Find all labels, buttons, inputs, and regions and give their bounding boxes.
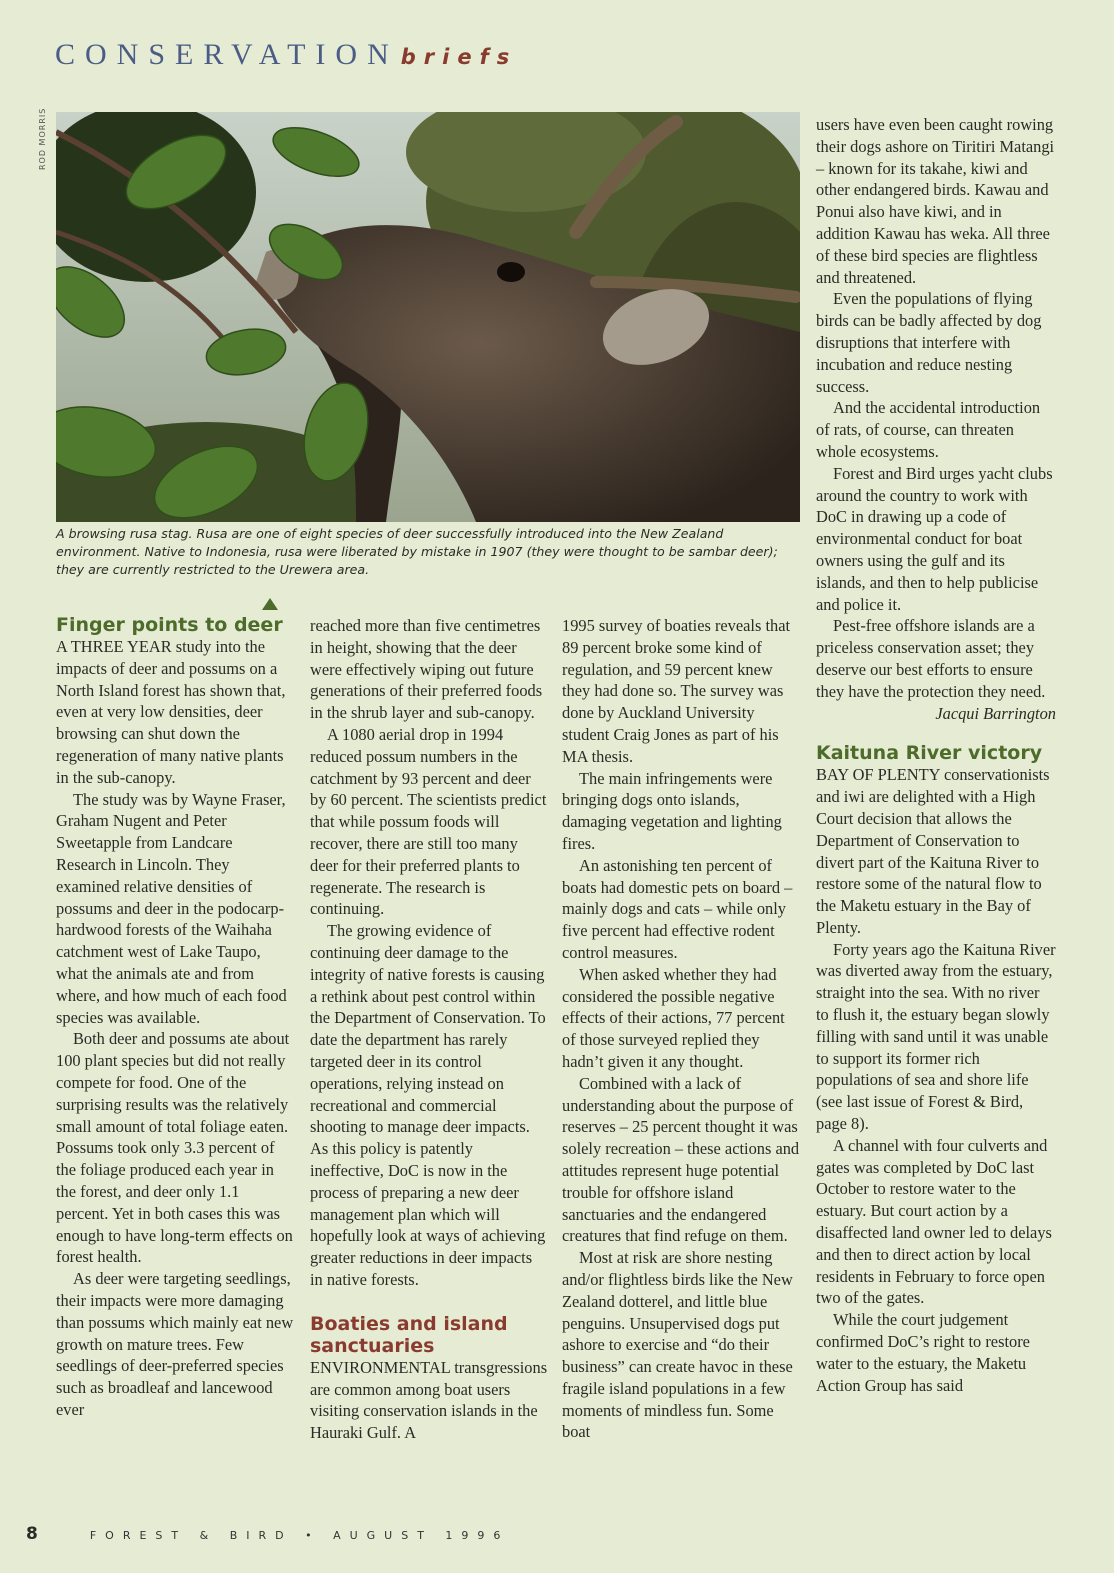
- paragraph: The main infringements were bringing dogs onto islands, damaging vegetation and lighting fires.: [562, 768, 782, 853]
- column-3: [562, 615, 800, 1443]
- photo-caption: A browsing rusa stag. Rusa are one of eight species of deer successfully introduced into the New Zealand environment. Native to Indonesia, rusa were liberated by mistake in 1907 (they were thought to be sambar deer); they are currently restricted to the Urewera area.: [56, 526, 778, 577]
- rusa-stag-illustration: [56, 112, 800, 522]
- paragraph: And the accidental introduction of rats, of course, can threaten whole ecosystems.: [816, 398, 1041, 461]
- triangle-marker-icon: [262, 598, 278, 610]
- paragraph: A 1080 aerial drop in 1994 reduced possum numbers in the catchment by 93 percent and deer by 60 percent. The scientists predict that while possum foods will recover, there are still too many deer for their preferred plants to regenerate. The research is continuing.: [310, 724, 547, 919]
- paragraph: Pest-free offshore islands are a priceless conservation asset; they deserve our best efforts to ensure they have the protection they need.: [816, 616, 1046, 701]
- paragraph: The study was by Wayne Fraser, Graham Nugent and Peter Sweetapple from Landcare Research in Lincoln. They examined relative densities of possums and deer in the podocarp-hardwood forests of the Waihaha catchment west of Lake Taupo, what the animals ate and from where, and how much of each food species was available.: [56, 789, 287, 1027]
- page-footer: [26, 1524, 509, 1544]
- paragraph: While the court judgement confirmed DoC’s right to restore water to the estuary, the Maketu Action Group has said: [816, 1310, 1030, 1395]
- paragraph: Even the populations of flying birds can be badly affected by dog disruptions that interfere with incubation and reduce nesting success.: [816, 289, 1042, 396]
- paragraph: A THREE YEAR study into the impacts of deer and possums on a North Island forest has shown that, even at very low densities, deer browsing can shut down the regeneration of many native plants in the sub-canopy.: [56, 637, 286, 787]
- column-1: [56, 614, 294, 1421]
- paragraph: Forest and Bird urges yacht clubs around the country to work with DoC in drawing up a code of environmental conduct for boat owners using the gulf and its islands, and then to help publicise and police it.: [816, 463, 1053, 614]
- article-heading-kaituna: Kaituna River victory: [816, 742, 1043, 765]
- section-title: CONSERVATION: [55, 38, 399, 71]
- article-heading-boaties: Boaties and island sanctuaries: [310, 1312, 508, 1357]
- paragraph: reached more than five centimetres in height, showing that the deer were effectively wiping out future generations of their preferred foods in the shrub layer and sub-canopy.: [310, 616, 543, 723]
- page-number: 8: [26, 1524, 38, 1544]
- footer-text: FOREST & BIRD • AUGUST 1996: [89, 1529, 510, 1542]
- paragraph: Combined with a lack of understanding about the purpose of reserves – 25 percent thought it was solely recreation – these actions and attitudes represent huge potential trouble for offshore island sanctuaries and the endangered creatures that find refuge on them.: [562, 1073, 800, 1246]
- paragraph: When asked whether they had considered the possible negative effects of their actions, 77 percent of those surveyed replied they hadn’t given it any thought.: [562, 964, 785, 1071]
- paragraph: A channel with four culverts and gates was completed by DoC last October to restore water to the estuary. But court action by a disaffected land owner led to delays and then to direct action by local residents in February to force open two of the gates.: [816, 1135, 1052, 1308]
- deer-photo: [56, 112, 800, 522]
- article-heading-deer: Finger points to deer: [56, 614, 283, 636]
- paragraph: Forty years ago the Kaituna River was diverted away from the estuary, straight into the sea. With no river to flush it, the estuary began slowly filling with sand until it was unable to support its former rich populations of sea and shore life (see last issue of Forest & Bird, page 8).: [816, 939, 1056, 1134]
- photo-credit: [38, 107, 52, 172]
- author-signature: Jacqui Barrington: [935, 703, 1056, 723]
- paragraph: 1995 survey of boaties reveals that 89 percent broke some kind of regulation, and 59 percent knew they had done so. The survey was done by Auckland University student Craig Jones as part of his MA thesis.: [562, 616, 791, 766]
- paragraph: As deer were targeting seedlings, their impacts were more damaging than possums which mainly eat new growth on mature trees. Few seedlings of deer-preferred species such as broadleaf and lancewood ever: [56, 1269, 294, 1419]
- column-4: [816, 114, 1056, 1396]
- photo-credit-text: ROD MORRIS: [38, 107, 47, 170]
- column-2: [310, 615, 548, 1444]
- paragraph: The growing evidence of continuing deer damage to the integrity of native forests is causing a rethink about pest control within the Department of Conservation. To date the department has rarely targeted deer in its control operations, relying instead on recreational and commercial shooting to manage deer impacts. As this policy is patently ineffective, DoC is now in the process of preparing a new deer management plan which will hopefully look at ways of achieving greater reductions in deer impacts in native forests.: [310, 921, 546, 1289]
- paragraph: ENVIRONMENTAL transgressions are common among boat users visiting conservation islands in the Hauraki Gulf. A: [310, 1357, 548, 1443]
- paragraph: Most at risk are shore nesting and/or flightless birds like the New Zealand dotterel, and little blue penguins. Unsupervised dogs put ashore to exercise and “do their business” can create havoc in these fragile island populations in a few moments of mindless fun. Some boat: [562, 1248, 793, 1442]
- section-subtitle: briefs: [400, 45, 518, 69]
- paragraph: Both deer and possums ate about 100 plant species but did not really compete for food. One of the surprising results was the relatively small amount of total foliage eaten. Possums took only 3.3 percent of the foliage produced each year in the forest, and deer only 1.1 percent. Yet in both cases this was enough to have long-term effects on forest health.: [56, 1029, 293, 1267]
- paragraph: An astonishing ten percent of boats had domestic pets on board – mainly dogs and cats – while only five percent had effective rodent control measures.: [562, 855, 793, 962]
- section-header: [55, 38, 517, 72]
- paragraph: users have even been caught rowing their dogs ashore on Tiritiri Matangi – known for its takahe, kiwi and other endangered birds. Kawau and Ponui also have kiwi, and in addition Kawau has weka. All three of these bird species are flightless and threatened.: [816, 115, 1055, 287]
- paragraph: BAY OF PLENTY conservationists and iwi are delighted with a High Court decision that allows the Department of Conservation to divert part of the Kaituna River to restore some of the natural flow to the Maketu estuary in the Bay of Plenty.: [816, 765, 1050, 937]
